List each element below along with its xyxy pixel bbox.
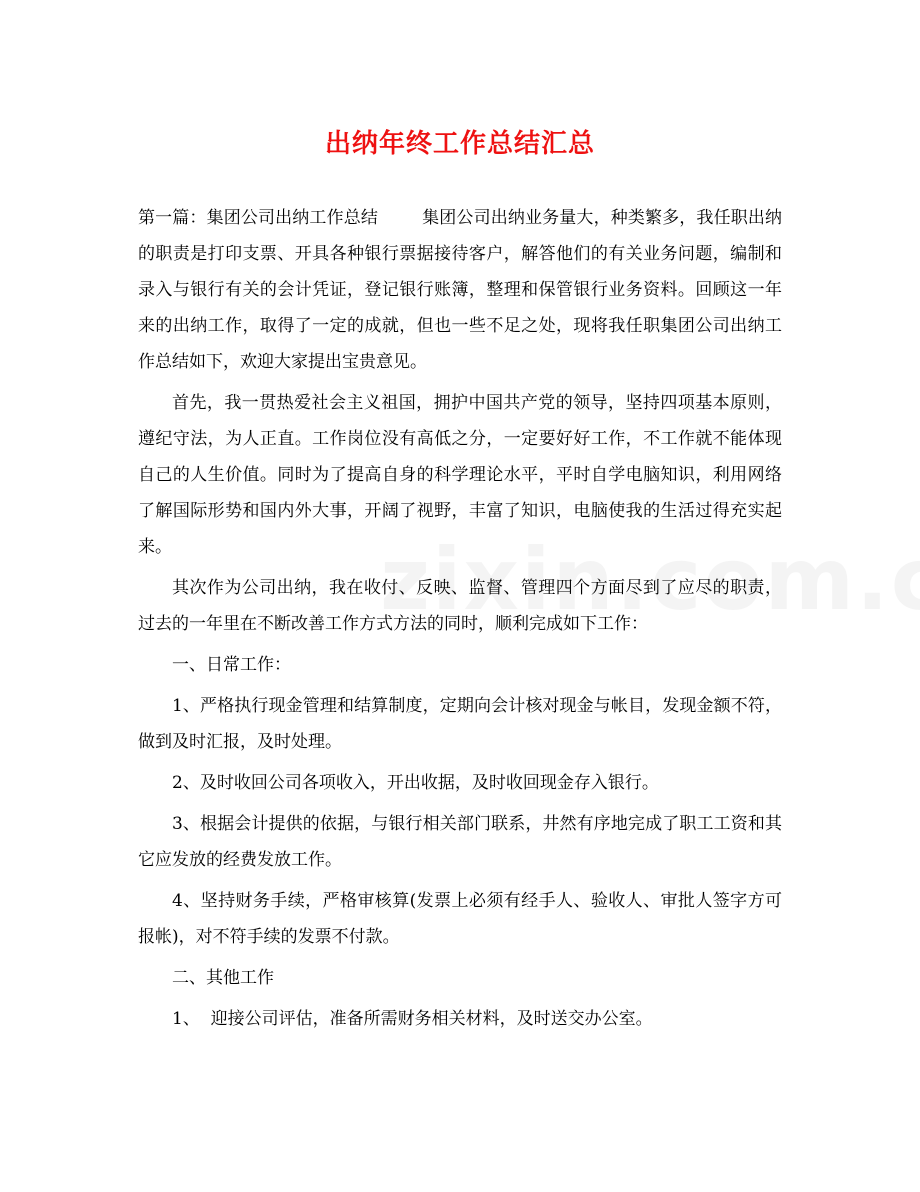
paragraph: 其次作为公司出纳，我在收付、反映、监督、管理四个方面尽到了应尽的职责，过去的一年里在不断改善工作方式方法的同时，顺利完成如下工作： [138,578,782,634]
list-item: 3、根据会计提供的依据，与银行相关部门联系，井然有序地完成了职工工资和其它应发放的经费发放工作。 [138,814,782,870]
subheading-other-work: 二、其他工作 [172,968,274,988]
subheading-daily-work: 一、日常工作： [172,655,291,675]
list-item: 4、坚持财务手续，严格审核算(发票上必须有经手人、验收人、审批人签字方可报帐)，对不符手续的发票不付款。 [138,891,782,947]
document-body [138,200,782,1042]
section-heading: 第一篇：集团公司出纳工作总结 [138,208,378,228]
paragraph-text: 集团公司出纳业务量大，种类繁多，我任职出纳的职责是打印支票、开具各种银行票据接待客户，解答他们的有关业务问题，编制和录入与银行有关的会计凭证，登记银行账簿，整理和保管银行业务资料。回顾这一年来的出纳工作，取得了一定的成就，但也一些不足之处，现将我任职集团公司出纳工作总结如下，欢迎大家提出宝贵意见。 [138,208,782,372]
paragraph-intro [138,200,782,380]
document-title: 出纳年终工作总结汇总 [324,129,595,159]
paragraph: 首先，我一贯热爱社会主义祖国，拥护中国共产党的领导，坚持四项基本原则，遵纪守法，为人正直。工作岗位没有高低之分，一定要好好工作，不工作就不能体现自己的人生价值。同时为了提高自身的科学理论水平，平时自学电脑知识，利用网络了解国际形势和国内外大事，开阔了视野，丰富了知识，电脑使我的生活过得充实起来。 [138,393,782,557]
list-item: 1、严格执行现金管理和结算制度，定期向会计核对现金与帐目，发现金额不符，做到及时汇报，及时处理。 [138,696,782,752]
list-item: 1、 迎接公司评估，准备所需财务相关材料，及时送交办公室。 [172,1009,653,1029]
list-item: 2、及时收回公司各项收入，开出收据，及时收回现金存入银行。 [172,773,659,793]
